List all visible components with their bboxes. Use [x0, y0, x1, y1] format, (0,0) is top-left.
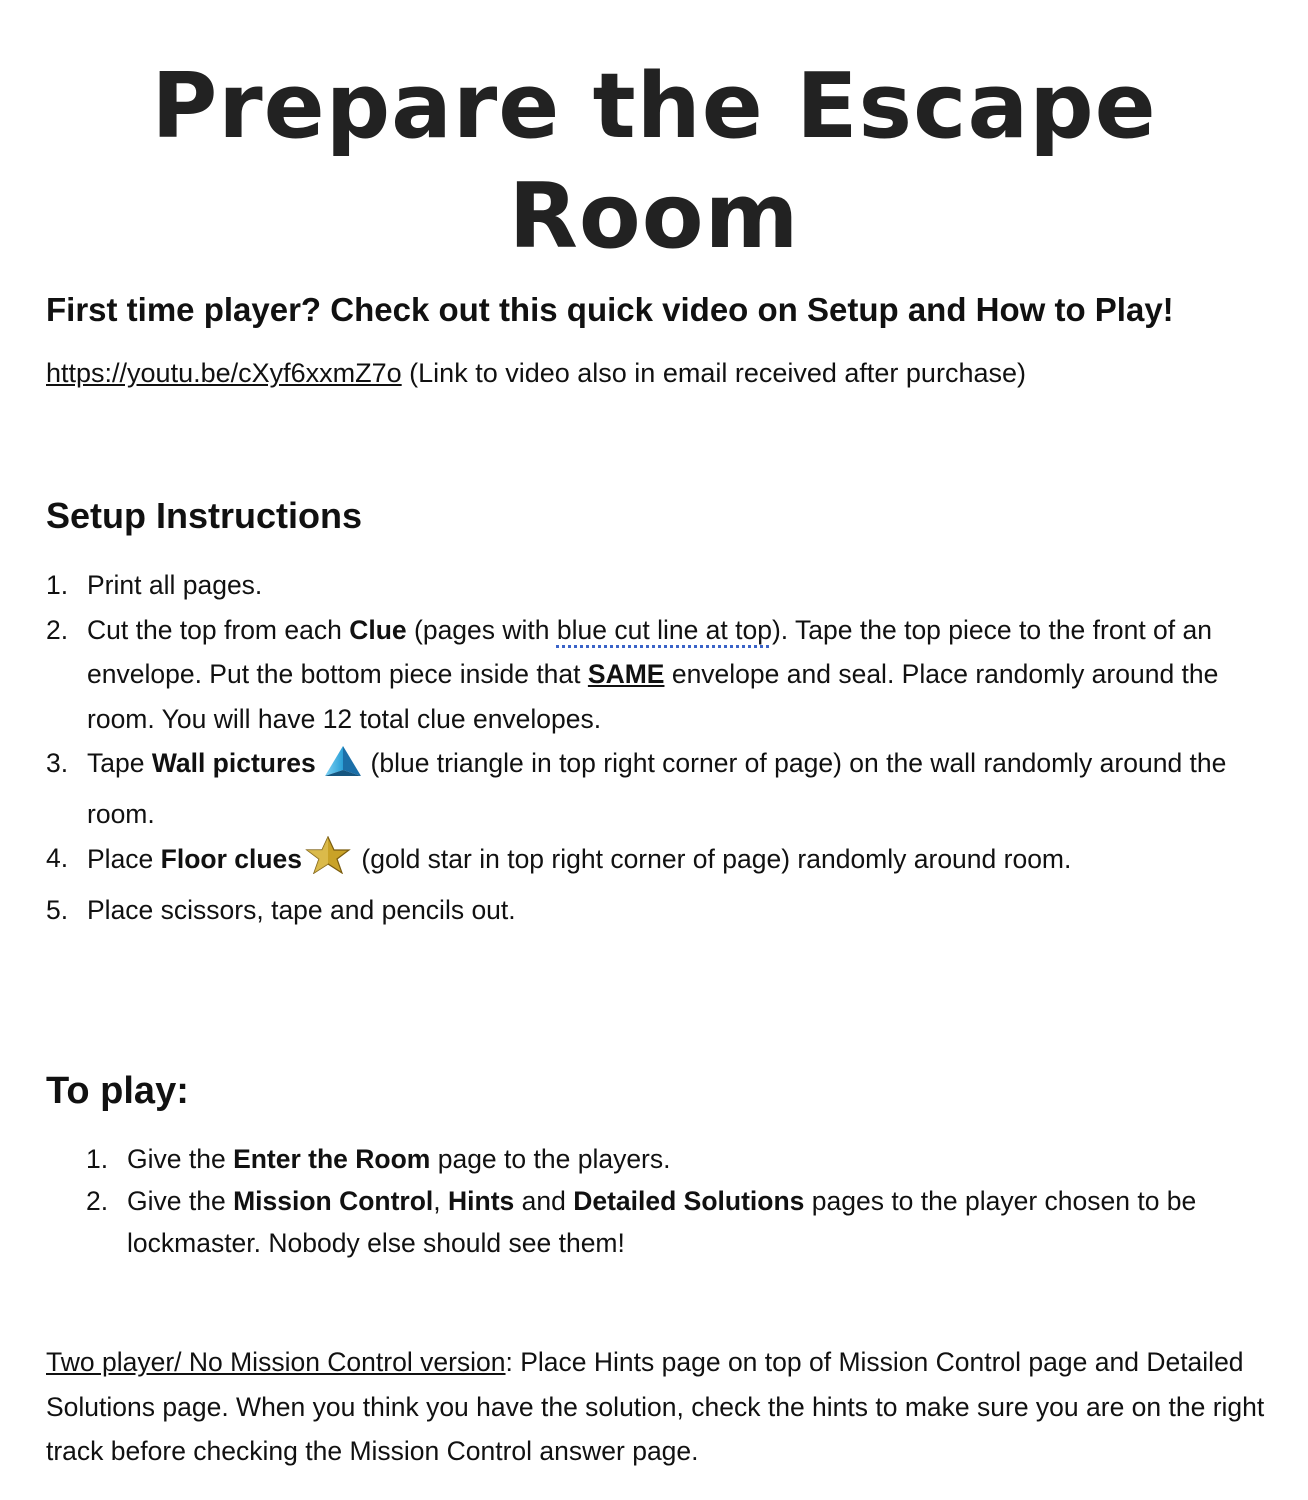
clue-term: Clue	[349, 614, 407, 645]
play-list	[86, 1138, 1286, 1264]
item-text-mid2: ). Tape the top piece to the front of an envelope. Put the bottom piece inside that	[87, 614, 1212, 689]
setup-item-3	[46, 741, 1286, 836]
item-text: Print all pages.	[87, 570, 263, 600]
item-text: Place scissors, tape and pencils out.	[87, 894, 516, 925]
item-number: 2.	[86, 1186, 109, 1216]
page-title: Prepare the Escape Room	[151, 54, 1157, 269]
item-text-pre: Give the	[127, 1144, 234, 1174]
item-text-pre: Tape	[87, 748, 152, 778]
video-line	[46, 353, 1026, 393]
setup-item-4	[46, 836, 1286, 888]
play-item-2	[86, 1180, 1286, 1264]
item-number: 5.	[46, 894, 69, 925]
item-number: 3.	[46, 748, 69, 778]
setup-item-1	[46, 563, 1286, 608]
item-text-mid: (pages with	[406, 614, 557, 645]
setup-item-2	[46, 608, 1286, 742]
item-number: 4.	[46, 843, 69, 873]
item-number: 1.	[86, 1144, 109, 1174]
mission-control-term: Mission Control	[233, 1186, 434, 1216]
item-text-post: page to the players.	[430, 1144, 671, 1174]
two-player-paragraph	[46, 1340, 1276, 1474]
play-heading: To play:	[46, 1070, 189, 1112]
detailed-solutions-term: Detailed Solutions	[573, 1186, 805, 1216]
two-player-text: : Place Hints page on top of Mission Control page and Detailed Solutions page. When you think you have the solution, check the hints to make sure you are on the right track before checking the Mission Control answer page.	[46, 1347, 1265, 1466]
same-emphasis: SAME	[587, 659, 665, 689]
item-text-post: envelope and seal. Place randomly around the room. You will have 12 total clue envelopes.	[87, 659, 1219, 734]
play-item-1	[86, 1138, 1286, 1180]
item-text-pre: Cut the top from each	[87, 614, 350, 645]
setup-heading: Setup Instructions	[46, 495, 363, 536]
item-number: 1.	[46, 570, 69, 600]
item-text-post: pages to the player chosen to be lockmaster. Nobody else should see them!	[127, 1186, 1197, 1258]
wall-pictures-term: Wall pictures	[151, 748, 316, 778]
gold-star-icon	[302, 836, 354, 888]
setup-item-5	[46, 888, 1286, 933]
blue-cut-line-term: blue cut line at top	[556, 614, 772, 645]
video-note: (Link to video also in email received after purchase)	[401, 358, 1026, 388]
item-number: 2.	[46, 614, 69, 645]
hints-term: Hints	[448, 1186, 515, 1216]
item-text-post: (blue triangle in top right corner of page) on the wall randomly around the room.	[87, 748, 1227, 829]
blue-triangle-icon	[323, 744, 363, 792]
item-sep: ,	[433, 1186, 449, 1216]
item-text-post: (gold star in top right corner of page) randomly around room.	[354, 844, 1072, 874]
item-text-pre: Give the	[127, 1186, 234, 1216]
item-text-pre: Place	[87, 844, 161, 874]
video-heading: First time player? Check out this quick video on Setup and How to Play!	[46, 291, 1174, 328]
item-sep: and	[514, 1186, 574, 1216]
floor-clues-term: Floor clues	[160, 844, 303, 874]
setup-list	[46, 563, 1286, 932]
video-link[interactable]: https://youtu.be/cXyf6xxmZ7o	[46, 358, 402, 388]
enter-the-room-term: Enter the Room	[233, 1144, 431, 1174]
two-player-label: Two player/ No Mission Control version	[46, 1347, 506, 1377]
